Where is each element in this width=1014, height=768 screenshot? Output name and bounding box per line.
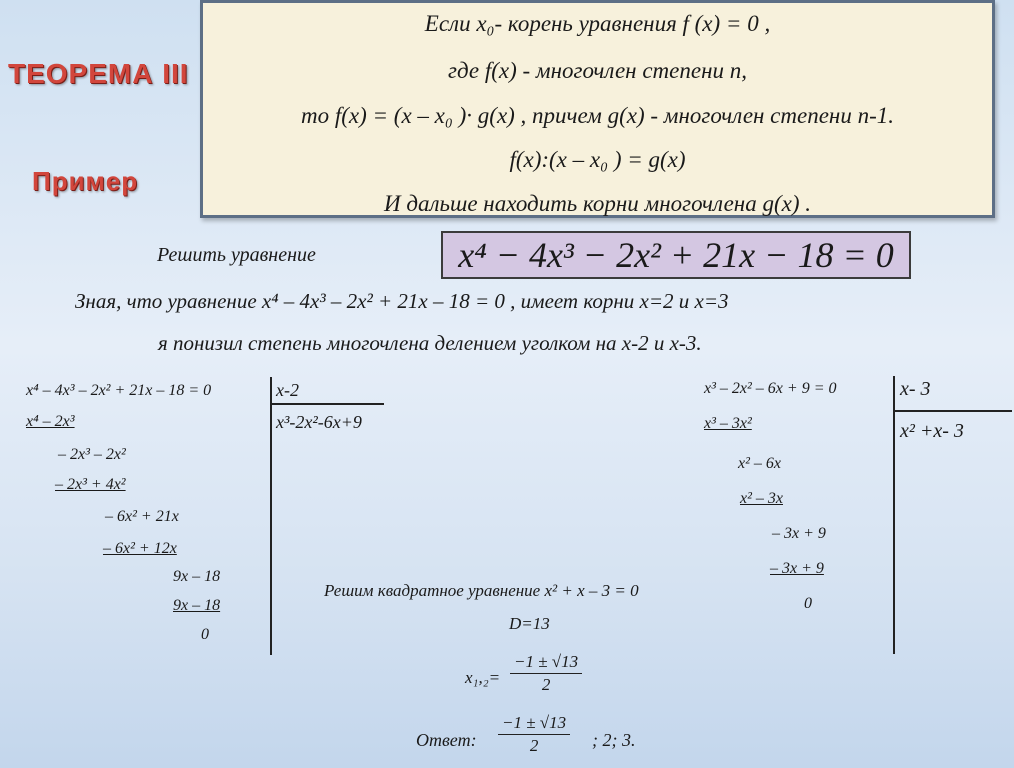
division2-remainder: 0 xyxy=(804,595,812,612)
known-roots-text: Зная, что уравнение x⁴ – 4x³ – 2x² + 21x – 18 = 0 , имеет корни x=2 и x=3 xyxy=(75,289,729,313)
division1-divisor-line xyxy=(272,403,384,405)
theorem-line-1: Если x₀- корень уравнения f (x) = 0 , xyxy=(424,11,771,36)
theorem-box xyxy=(200,0,995,218)
roots-fraction xyxy=(510,652,582,695)
task-label: Решить уравнение xyxy=(157,244,316,266)
division2-step-3: x² – 3x xyxy=(740,490,783,507)
division2-quotient: x² +x- 3 xyxy=(900,420,964,442)
roots-label: x₁,₂= xyxy=(465,668,501,687)
reduction-text: я понизил степень многочлена делением уголком на x-2 и x-3. xyxy=(158,331,702,355)
roots-denominator: 2 xyxy=(541,675,551,694)
division1-step-5: – 6x² + 12x xyxy=(103,540,177,557)
division1-step-1: x⁴ – 2x³ xyxy=(26,413,75,430)
answer-fraction xyxy=(498,713,570,756)
division2-step-4: – 3x + 9 xyxy=(772,525,826,542)
division2-step-2: x² – 6x xyxy=(738,455,781,472)
theorem-line-2: где f(x) - многочлен степени n, xyxy=(448,58,747,83)
division2-divisor-line xyxy=(894,410,1012,412)
theorem-label: ТЕОРЕМА III xyxy=(8,58,189,89)
theorem-line-4: f(x):(x – x₀ ) = g(x) xyxy=(509,147,686,172)
discriminant: D=13 xyxy=(509,614,550,633)
answer-denominator: 2 xyxy=(529,736,539,755)
answer-rest: ; 2; 3. xyxy=(592,730,636,750)
division2-divisor: x- 3 xyxy=(900,378,931,400)
division1-dividend: x⁴ – 4x³ – 2x² + 21x – 18 = 0 xyxy=(26,382,212,399)
division1-step-2: – 2x³ – 2x² xyxy=(58,446,126,463)
division1-divisor: x-2 xyxy=(276,380,299,400)
division1-step-3: – 2x³ + 4x² xyxy=(55,476,126,493)
theorem-line-3: то f(x) = (x – x₀ )· g(x) , причем g(x) - многочлен степени n-1. xyxy=(301,103,894,128)
division2-step-1: x³ – 3x² xyxy=(704,415,752,432)
division1-vertical-line xyxy=(270,377,272,655)
division2-vertical-line xyxy=(893,376,895,654)
division1-step-6: 9x – 18 xyxy=(173,568,221,585)
division1-step-7: 9x – 18 xyxy=(173,597,221,614)
division2-dividend: x³ – 2x² – 6x + 9 = 0 xyxy=(704,380,837,397)
roots-numerator: −1 ± √13 xyxy=(510,652,582,674)
theorem-line-5: И дальше находить корни многочлена g(x) . xyxy=(384,191,811,216)
division2-step-5: – 3x + 9 xyxy=(770,560,824,577)
division1-quotient: x³-2x²-6x+9 xyxy=(276,412,362,432)
example-label: Пример xyxy=(32,166,139,196)
division1-remainder: 0 xyxy=(201,626,209,643)
answer-label: Ответ: xyxy=(416,730,477,750)
main-equation: x⁴ − 4x³ − 2x² + 21x − 18 = 0 xyxy=(441,231,911,279)
quadratic-label: Решим квадратное уравнение x² + x – 3 = 0 xyxy=(324,581,639,600)
division1-step-4: – 6x² + 21x xyxy=(105,508,179,525)
answer-numerator: −1 ± √13 xyxy=(498,713,570,735)
